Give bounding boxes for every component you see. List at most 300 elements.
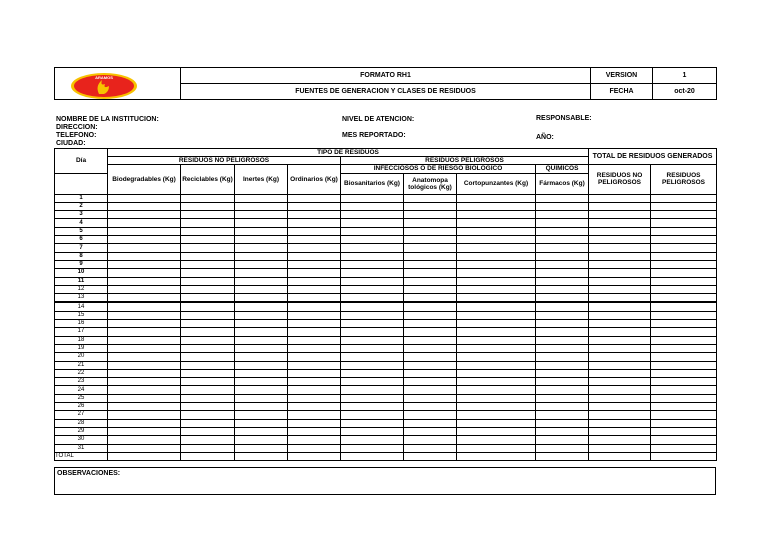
value-cell[interactable] [108, 285, 181, 293]
value-cell[interactable] [288, 369, 341, 377]
value-cell[interactable] [341, 219, 404, 227]
value-cell[interactable] [341, 252, 404, 260]
value-cell[interactable] [651, 361, 717, 369]
value-cell[interactable] [404, 353, 457, 361]
value-cell[interactable] [341, 311, 404, 319]
value-cell[interactable] [589, 194, 651, 202]
value-cell[interactable] [235, 311, 288, 319]
value-cell[interactable] [536, 269, 589, 277]
value-cell[interactable] [404, 403, 457, 411]
value-cell[interactable] [341, 194, 404, 202]
value-cell[interactable] [235, 285, 288, 293]
value-cell[interactable] [108, 302, 181, 311]
value-cell[interactable] [108, 227, 181, 235]
value-cell[interactable] [536, 361, 589, 369]
value-cell[interactable] [181, 369, 235, 377]
value-cell[interactable] [589, 419, 651, 427]
value-cell[interactable] [536, 277, 589, 285]
value-cell[interactable] [651, 269, 717, 277]
value-cell[interactable] [235, 219, 288, 227]
value-cell[interactable] [108, 419, 181, 427]
value-cell[interactable] [536, 211, 589, 219]
value-cell[interactable] [589, 353, 651, 361]
value-cell[interactable] [651, 244, 717, 252]
value-cell[interactable] [589, 403, 651, 411]
value-cell[interactable] [108, 444, 181, 452]
value-cell[interactable] [288, 411, 341, 419]
value-cell[interactable] [108, 244, 181, 252]
value-cell[interactable] [457, 369, 536, 377]
value-cell[interactable] [235, 277, 288, 285]
value-cell[interactable] [536, 386, 589, 394]
value-cell[interactable] [457, 202, 536, 210]
value-cell[interactable] [181, 252, 235, 260]
value-cell[interactable] [651, 236, 717, 244]
value-cell[interactable] [457, 386, 536, 394]
value-cell[interactable] [404, 194, 457, 202]
value-cell[interactable] [589, 344, 651, 352]
value-cell[interactable] [235, 353, 288, 361]
value-cell[interactable] [589, 236, 651, 244]
value-cell[interactable] [404, 252, 457, 260]
value-cell[interactable] [651, 219, 717, 227]
value-cell[interactable] [536, 252, 589, 260]
value-cell[interactable] [589, 252, 651, 260]
value-cell[interactable] [457, 353, 536, 361]
value-cell[interactable] [288, 361, 341, 369]
value-cell[interactable] [108, 328, 181, 336]
value-cell[interactable] [457, 252, 536, 260]
value-cell[interactable] [651, 252, 717, 260]
value-cell[interactable] [341, 369, 404, 377]
value-cell[interactable] [341, 269, 404, 277]
value-cell[interactable] [108, 194, 181, 202]
value-cell[interactable] [589, 269, 651, 277]
value-cell[interactable] [108, 211, 181, 219]
value-cell[interactable] [589, 394, 651, 402]
value-cell[interactable] [404, 386, 457, 394]
value-cell[interactable] [651, 277, 717, 285]
value-cell[interactable] [108, 403, 181, 411]
value-cell[interactable] [457, 260, 536, 268]
value-cell[interactable] [457, 403, 536, 411]
value-cell[interactable] [536, 336, 589, 344]
value-cell[interactable] [457, 211, 536, 219]
value-cell[interactable] [457, 436, 536, 444]
value-cell[interactable] [181, 227, 235, 235]
value-cell[interactable] [589, 411, 651, 419]
value-cell[interactable] [536, 311, 589, 319]
value-cell[interactable] [404, 269, 457, 277]
value-cell[interactable] [404, 236, 457, 244]
value-cell[interactable] [651, 260, 717, 268]
value-cell[interactable] [235, 244, 288, 252]
value-cell[interactable] [288, 302, 341, 311]
value-cell[interactable] [288, 202, 341, 210]
value-cell[interactable] [536, 320, 589, 328]
value-cell[interactable] [181, 386, 235, 394]
value-cell[interactable] [536, 436, 589, 444]
value-cell[interactable] [536, 411, 589, 419]
value-cell[interactable] [589, 285, 651, 293]
value-cell[interactable] [457, 294, 536, 303]
value-cell[interactable] [341, 244, 404, 252]
value-cell[interactable] [181, 260, 235, 268]
value-cell[interactable] [404, 302, 457, 311]
value-cell[interactable] [651, 285, 717, 293]
value-cell[interactable] [651, 386, 717, 394]
value-cell[interactable] [341, 378, 404, 386]
value-cell[interactable] [651, 411, 717, 419]
value-cell[interactable] [108, 294, 181, 303]
value-cell[interactable] [536, 260, 589, 268]
value-cell[interactable] [108, 260, 181, 268]
value-cell[interactable] [404, 311, 457, 319]
value-cell[interactable] [288, 260, 341, 268]
value-cell[interactable] [404, 436, 457, 444]
value-cell[interactable] [589, 244, 651, 252]
value-cell[interactable] [651, 294, 717, 303]
value-cell[interactable] [108, 336, 181, 344]
value-cell[interactable] [108, 394, 181, 402]
value-cell[interactable] [457, 244, 536, 252]
value-cell[interactable] [536, 244, 589, 252]
value-cell[interactable] [341, 336, 404, 344]
value-cell[interactable] [341, 227, 404, 235]
value-cell[interactable] [536, 394, 589, 402]
value-cell[interactable] [457, 302, 536, 311]
value-cell[interactable] [108, 344, 181, 352]
value-cell[interactable] [651, 227, 717, 235]
value-cell[interactable] [341, 444, 404, 452]
value-cell[interactable] [457, 194, 536, 202]
value-cell[interactable] [181, 336, 235, 344]
value-cell[interactable] [536, 444, 589, 452]
value-cell[interactable] [341, 361, 404, 369]
value-cell[interactable] [589, 320, 651, 328]
value-cell[interactable] [108, 411, 181, 419]
value-cell[interactable] [108, 252, 181, 260]
value-cell[interactable] [651, 311, 717, 319]
value-cell[interactable] [341, 328, 404, 336]
value-cell[interactable] [589, 369, 651, 377]
value-cell[interactable] [404, 336, 457, 344]
value-cell[interactable] [235, 336, 288, 344]
value-cell[interactable] [589, 302, 651, 311]
value-cell[interactable] [536, 302, 589, 311]
value-cell[interactable] [181, 361, 235, 369]
value-cell[interactable] [651, 378, 717, 386]
value-cell[interactable] [341, 411, 404, 419]
value-cell[interactable] [181, 211, 235, 219]
value-cell[interactable] [589, 277, 651, 285]
value-cell[interactable] [181, 411, 235, 419]
value-cell[interactable] [181, 320, 235, 328]
value-cell[interactable] [235, 378, 288, 386]
value-cell[interactable] [536, 369, 589, 377]
value-cell[interactable] [404, 260, 457, 268]
value-cell[interactable] [589, 386, 651, 394]
value-cell[interactable] [536, 194, 589, 202]
value-cell[interactable] [288, 320, 341, 328]
value-cell[interactable] [108, 386, 181, 394]
value-cell[interactable] [589, 444, 651, 452]
value-cell[interactable] [651, 353, 717, 361]
value-cell[interactable] [341, 285, 404, 293]
value-cell[interactable] [404, 294, 457, 303]
value-cell[interactable] [341, 211, 404, 219]
value-cell[interactable] [457, 277, 536, 285]
value-cell[interactable] [181, 378, 235, 386]
observations-box[interactable] [54, 467, 716, 495]
value-cell[interactable] [404, 419, 457, 427]
value-cell[interactable] [288, 227, 341, 235]
value-cell[interactable] [457, 269, 536, 277]
value-cell[interactable] [536, 353, 589, 361]
value-cell[interactable] [288, 403, 341, 411]
value-cell[interactable] [536, 403, 589, 411]
value-cell[interactable] [288, 328, 341, 336]
value-cell[interactable] [341, 394, 404, 402]
value-cell[interactable] [108, 378, 181, 386]
value-cell[interactable] [235, 444, 288, 452]
value-cell[interactable] [235, 252, 288, 260]
value-cell[interactable] [181, 394, 235, 402]
value-cell[interactable] [589, 202, 651, 210]
value-cell[interactable] [457, 227, 536, 235]
value-cell[interactable] [589, 336, 651, 344]
value-cell[interactable] [651, 202, 717, 210]
value-cell[interactable] [341, 436, 404, 444]
value-cell[interactable] [235, 202, 288, 210]
value-cell[interactable] [589, 311, 651, 319]
value-cell[interactable] [457, 394, 536, 402]
value-cell[interactable] [181, 419, 235, 427]
value-cell[interactable] [235, 436, 288, 444]
value-cell[interactable] [108, 219, 181, 227]
value-cell[interactable] [288, 285, 341, 293]
value-cell[interactable] [235, 294, 288, 303]
value-cell[interactable] [404, 394, 457, 402]
value-cell[interactable] [536, 378, 589, 386]
value-cell[interactable] [108, 202, 181, 210]
value-cell[interactable] [651, 427, 717, 435]
value-cell[interactable] [457, 411, 536, 419]
value-cell[interactable] [108, 269, 181, 277]
value-cell[interactable] [341, 294, 404, 303]
value-cell[interactable] [457, 361, 536, 369]
value-cell[interactable] [404, 378, 457, 386]
value-cell[interactable] [235, 403, 288, 411]
value-cell[interactable] [651, 336, 717, 344]
value-cell[interactable] [651, 369, 717, 377]
value-cell[interactable] [235, 419, 288, 427]
value-cell[interactable] [288, 436, 341, 444]
value-cell[interactable] [181, 353, 235, 361]
value-cell[interactable] [181, 294, 235, 303]
value-cell[interactable] [288, 311, 341, 319]
value-cell[interactable] [651, 419, 717, 427]
value-cell[interactable] [404, 328, 457, 336]
value-cell[interactable] [181, 403, 235, 411]
value-cell[interactable] [457, 344, 536, 352]
value-cell[interactable] [181, 219, 235, 227]
value-cell[interactable] [341, 403, 404, 411]
value-cell[interactable] [341, 320, 404, 328]
value-cell[interactable] [288, 353, 341, 361]
value-cell[interactable] [108, 427, 181, 435]
value-cell[interactable] [235, 344, 288, 352]
value-cell[interactable] [108, 361, 181, 369]
value-cell[interactable] [457, 219, 536, 227]
value-cell[interactable] [235, 320, 288, 328]
value-cell[interactable] [288, 378, 341, 386]
value-cell[interactable] [235, 369, 288, 377]
value-cell[interactable] [341, 419, 404, 427]
value-cell[interactable] [235, 427, 288, 435]
value-cell[interactable] [536, 202, 589, 210]
value-cell[interactable] [181, 302, 235, 311]
value-cell[interactable] [457, 378, 536, 386]
value-cell[interactable] [108, 353, 181, 361]
value-cell[interactable] [589, 328, 651, 336]
value-cell[interactable] [181, 311, 235, 319]
value-cell[interactable] [404, 369, 457, 377]
value-cell[interactable] [108, 277, 181, 285]
value-cell[interactable] [288, 444, 341, 452]
value-cell[interactable] [536, 344, 589, 352]
value-cell[interactable] [181, 285, 235, 293]
value-cell[interactable] [536, 285, 589, 293]
value-cell[interactable] [181, 344, 235, 352]
value-cell[interactable] [181, 202, 235, 210]
value-cell[interactable] [457, 311, 536, 319]
value-cell[interactable] [181, 277, 235, 285]
value-cell[interactable] [341, 302, 404, 311]
value-cell[interactable] [108, 236, 181, 244]
value-cell[interactable] [651, 403, 717, 411]
value-cell[interactable] [589, 361, 651, 369]
value-cell[interactable] [288, 277, 341, 285]
value-cell[interactable] [181, 444, 235, 452]
value-cell[interactable] [235, 227, 288, 235]
value-cell[interactable] [536, 427, 589, 435]
value-cell[interactable] [235, 269, 288, 277]
value-cell[interactable] [651, 436, 717, 444]
value-cell[interactable] [589, 427, 651, 435]
value-cell[interactable] [589, 260, 651, 268]
value-cell[interactable] [288, 211, 341, 219]
value-cell[interactable] [404, 427, 457, 435]
value-cell[interactable] [536, 419, 589, 427]
value-cell[interactable] [404, 244, 457, 252]
value-cell[interactable] [288, 194, 341, 202]
value-cell[interactable] [651, 328, 717, 336]
value-cell[interactable] [404, 277, 457, 285]
value-cell[interactable] [235, 361, 288, 369]
value-cell[interactable] [341, 236, 404, 244]
value-cell[interactable] [651, 320, 717, 328]
value-cell[interactable] [341, 202, 404, 210]
value-cell[interactable] [536, 294, 589, 303]
value-cell[interactable] [181, 244, 235, 252]
value-cell[interactable] [341, 277, 404, 285]
value-cell[interactable] [341, 353, 404, 361]
value-cell[interactable] [651, 302, 717, 311]
value-cell[interactable] [108, 311, 181, 319]
value-cell[interactable] [404, 320, 457, 328]
value-cell[interactable] [235, 236, 288, 244]
value-cell[interactable] [235, 328, 288, 336]
value-cell[interactable] [589, 219, 651, 227]
value-cell[interactable] [108, 436, 181, 444]
value-cell[interactable] [341, 344, 404, 352]
value-cell[interactable] [536, 219, 589, 227]
value-cell[interactable] [341, 386, 404, 394]
value-cell[interactable] [651, 394, 717, 402]
value-cell[interactable] [589, 294, 651, 303]
value-cell[interactable] [288, 427, 341, 435]
value-cell[interactable] [651, 211, 717, 219]
value-cell[interactable] [235, 194, 288, 202]
value-cell[interactable] [235, 211, 288, 219]
value-cell[interactable] [288, 344, 341, 352]
value-cell[interactable] [457, 444, 536, 452]
value-cell[interactable] [404, 211, 457, 219]
value-cell[interactable] [404, 344, 457, 352]
value-cell[interactable] [181, 427, 235, 435]
value-cell[interactable] [651, 194, 717, 202]
value-cell[interactable] [404, 444, 457, 452]
value-cell[interactable] [108, 320, 181, 328]
value-cell[interactable] [457, 236, 536, 244]
value-cell[interactable] [404, 227, 457, 235]
value-cell[interactable] [288, 269, 341, 277]
value-cell[interactable] [457, 419, 536, 427]
value-cell[interactable] [288, 336, 341, 344]
value-cell[interactable] [235, 411, 288, 419]
value-cell[interactable] [288, 252, 341, 260]
value-cell[interactable] [181, 269, 235, 277]
value-cell[interactable] [457, 328, 536, 336]
value-cell[interactable] [651, 344, 717, 352]
value-cell[interactable] [404, 285, 457, 293]
value-cell[interactable] [181, 236, 235, 244]
value-cell[interactable] [589, 436, 651, 444]
value-cell[interactable] [457, 285, 536, 293]
value-cell[interactable] [457, 336, 536, 344]
value-cell[interactable] [341, 427, 404, 435]
value-cell[interactable] [589, 378, 651, 386]
value-cell[interactable] [536, 227, 589, 235]
value-cell[interactable] [108, 369, 181, 377]
value-cell[interactable] [288, 236, 341, 244]
value-cell[interactable] [235, 302, 288, 311]
value-cell[interactable] [181, 436, 235, 444]
value-cell[interactable] [536, 328, 589, 336]
value-cell[interactable] [288, 419, 341, 427]
value-cell[interactable] [404, 202, 457, 210]
value-cell[interactable] [651, 444, 717, 452]
value-cell[interactable] [235, 394, 288, 402]
value-cell[interactable] [536, 236, 589, 244]
value-cell[interactable] [235, 260, 288, 268]
value-cell[interactable] [288, 219, 341, 227]
value-cell[interactable] [288, 244, 341, 252]
value-cell[interactable] [288, 394, 341, 402]
value-cell[interactable] [404, 411, 457, 419]
value-cell[interactable] [589, 211, 651, 219]
